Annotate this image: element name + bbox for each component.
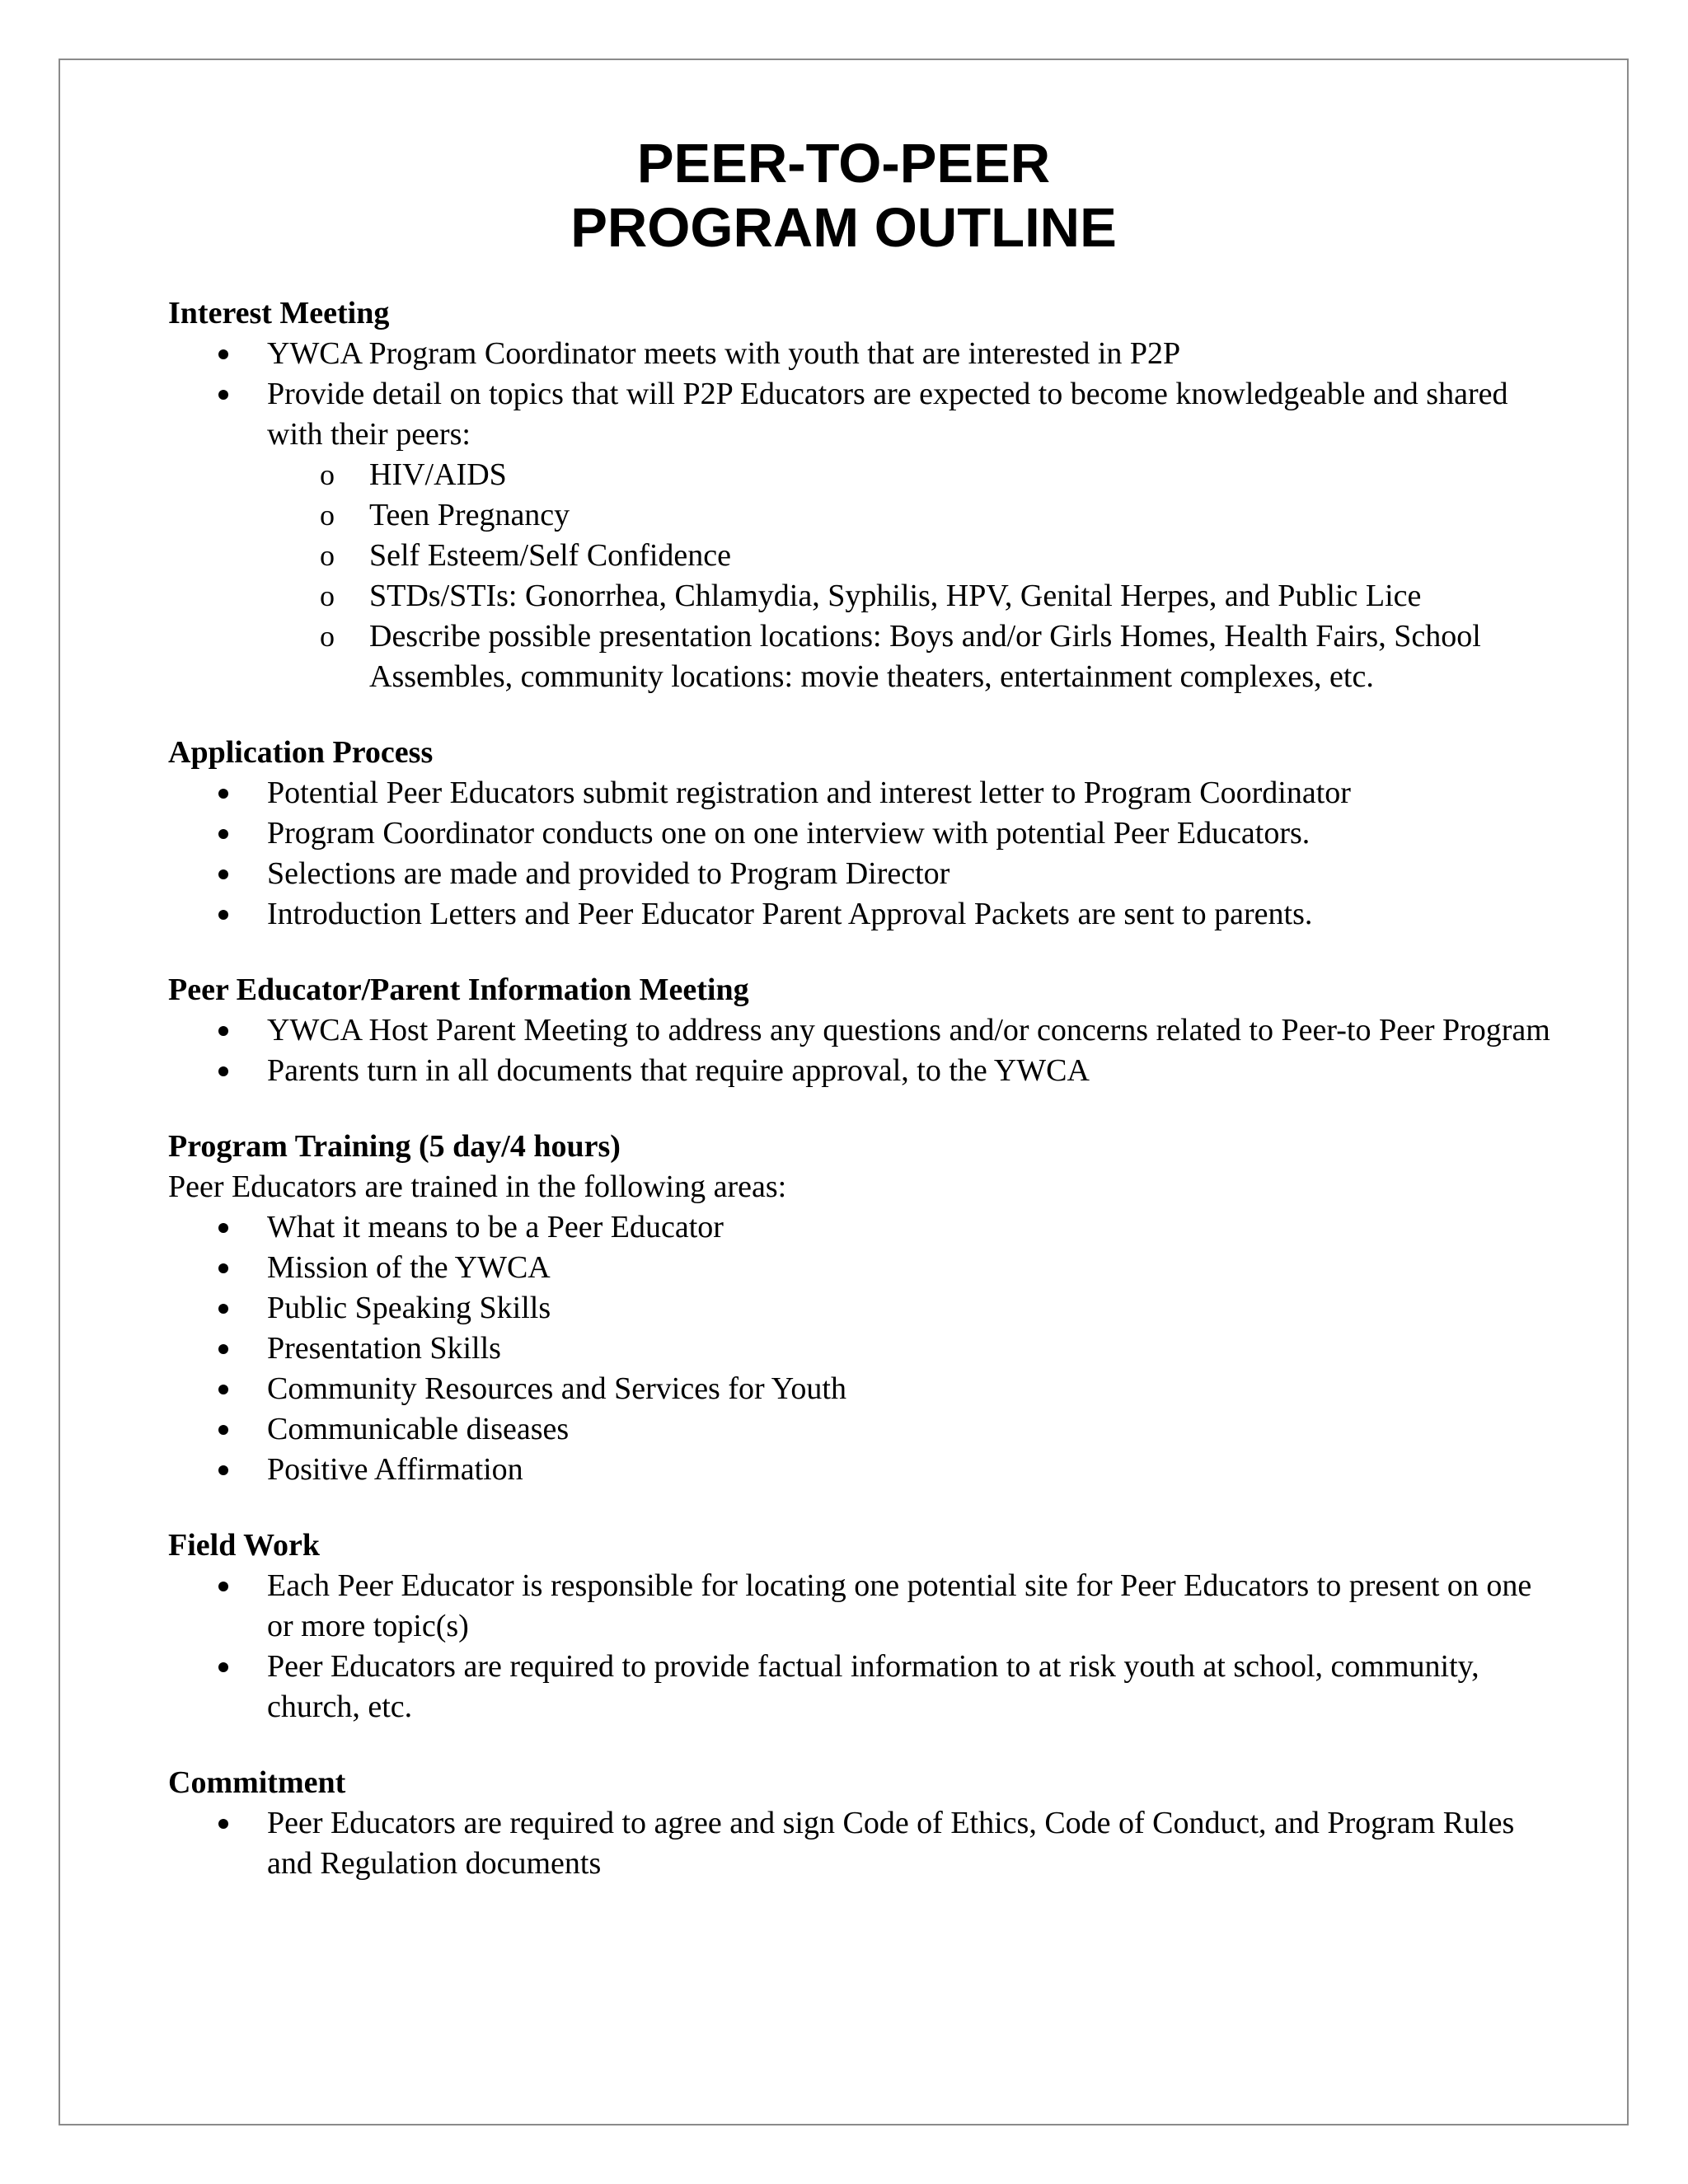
bullet-list: [168, 334, 1561, 697]
bullet-icon: [218, 390, 228, 400]
bullet-icon: [218, 1344, 228, 1354]
list-item-text: Public Speaking Skills: [267, 1291, 551, 1325]
section-heading: Interest Meeting: [168, 296, 390, 330]
circle-bullet-icon: o: [320, 620, 335, 653]
bullet-icon: [218, 1223, 228, 1233]
section-heading: Commitment: [168, 1765, 346, 1800]
list-item: [267, 1369, 1561, 1409]
bullet-icon: [218, 1263, 228, 1273]
bullet-list: [168, 773, 1561, 935]
list-item: [267, 1329, 1561, 1369]
list-item-text: Presentation Skills: [267, 1331, 501, 1366]
section-heading: Application Process: [168, 735, 434, 770]
list-item-text: What it means to be a Peer Educator: [267, 1210, 724, 1244]
sub-list-item: [320, 495, 1561, 536]
document-body: [168, 293, 1561, 1919]
list-item: [267, 1566, 1561, 1647]
sub-list-item: [320, 536, 1561, 576]
page-title: [59, 132, 1629, 260]
bullet-icon: [218, 1425, 228, 1435]
list-item-text: YWCA Program Coordinator meets with youth that are interested in P2P: [267, 336, 1181, 371]
list-item-text: Peer Educators are required to provide factual information to at risk youth at school, community, church, etc.: [267, 1649, 1479, 1724]
bullet-icon: [218, 1026, 228, 1036]
section-application-process: [168, 733, 1561, 935]
list-item: [267, 1010, 1561, 1051]
circle-bullet-icon: o: [320, 579, 335, 612]
list-item: [267, 1288, 1561, 1329]
list-item-text: YWCA Host Parent Meeting to address any questions and/or concerns related to Peer-to Peer Program: [267, 1013, 1550, 1047]
sub-list-item-text: Describe possible presentation locations: Boys and/or Girls Homes, Health Fairs, School Assembles, community locations: movie theaters, entertainment complexes, etc.: [369, 619, 1481, 694]
list-item: [267, 1207, 1561, 1248]
bullet-icon: [218, 1819, 228, 1829]
section-interest-meeting: [168, 293, 1561, 697]
bullet-icon: [218, 1662, 228, 1672]
section-heading: Program Training (5 day/4 hours): [168, 1129, 621, 1164]
title-line-2: PROGRAM OUTLINE: [570, 197, 1117, 259]
section-parent-information-meeting: [168, 970, 1561, 1091]
sub-list: [267, 455, 1561, 697]
bullet-icon: [218, 1385, 228, 1394]
section-commitment: [168, 1763, 1561, 1884]
bullet-icon: [218, 829, 228, 839]
circle-bullet-icon: o: [320, 539, 335, 572]
list-item: [267, 1051, 1561, 1091]
sub-list-item-text: Self Esteem/Self Confidence: [369, 538, 731, 573]
section-intro: Peer Educators are trained in the following areas:: [168, 1169, 787, 1204]
list-item-text: Positive Affirmation: [267, 1452, 523, 1487]
list-item-text: Community Resources and Services for Youth: [267, 1371, 846, 1406]
bullet-list: [168, 1010, 1561, 1091]
list-item: [267, 374, 1561, 697]
sub-list-item-text: Teen Pregnancy: [369, 498, 570, 532]
list-item: [267, 1248, 1561, 1288]
list-item: [267, 854, 1561, 894]
section-program-training: [168, 1127, 1561, 1490]
bullet-list: [168, 1803, 1561, 1884]
bullet-icon: [218, 1582, 228, 1591]
list-item: [267, 1450, 1561, 1490]
bullet-icon: [218, 910, 228, 920]
list-item: [267, 1647, 1561, 1727]
list-item: [267, 1803, 1561, 1884]
bullet-icon: [218, 1304, 228, 1314]
circle-bullet-icon: o: [320, 499, 335, 532]
sub-list-item: [320, 616, 1561, 697]
bullet-icon: [218, 869, 228, 879]
list-item: [267, 334, 1561, 374]
bullet-list: [168, 1207, 1561, 1490]
list-item-text: Peer Educators are required to agree and sign Code of Ethics, Code of Conduct, and Program Rules and Regulation documents: [267, 1806, 1515, 1881]
list-item: [267, 894, 1561, 935]
list-item-text: Introduction Letters and Peer Educator Parent Approval Packets are sent to parents.: [267, 897, 1313, 931]
list-item-text: Parents turn in all documents that require approval, to the YWCA: [267, 1053, 1090, 1088]
sub-list-item-text: STDs/STIs: Gonorrhea, Chlamydia, Syphilis, HPV, Genital Herpes, and Public Lice: [369, 579, 1422, 613]
bullet-icon: [218, 1066, 228, 1076]
section-heading: Field Work: [168, 1528, 321, 1563]
list-item-text: Communicable diseases: [267, 1412, 570, 1446]
list-item: [267, 813, 1561, 854]
list-item-text: Potential Peer Educators submit registration and interest letter to Program Coordinator: [267, 776, 1351, 810]
list-item-text: Program Coordinator conducts one on one interview with potential Peer Educators.: [267, 816, 1311, 851]
section-field-work: [168, 1526, 1561, 1727]
list-item-text: Each Peer Educator is responsible for locating one potential site for Peer Educators to present on one or more topic(s): [267, 1568, 1532, 1643]
bullet-icon: [218, 789, 228, 799]
list-item: [267, 1409, 1561, 1450]
list-item-text: Provide detail on topics that will P2P Educators are expected to become knowledgeable and shared with their peers:: [267, 377, 1508, 452]
bullet-list: [168, 1566, 1561, 1727]
bullet-icon: [218, 1465, 228, 1475]
list-item-text: Mission of the YWCA: [267, 1250, 551, 1285]
sub-list-item: [320, 455, 1561, 495]
bullet-icon: [218, 349, 228, 359]
sub-list-item-text: HIV/AIDS: [369, 457, 507, 492]
sub-list-item: [320, 576, 1561, 616]
section-heading: Peer Educator/Parent Information Meeting: [168, 972, 749, 1007]
list-item: [267, 773, 1561, 813]
circle-bullet-icon: o: [320, 458, 335, 491]
list-item-text: Selections are made and provided to Program Director: [267, 856, 950, 891]
title-line-1: PEER-TO-PEER: [636, 133, 1051, 194]
